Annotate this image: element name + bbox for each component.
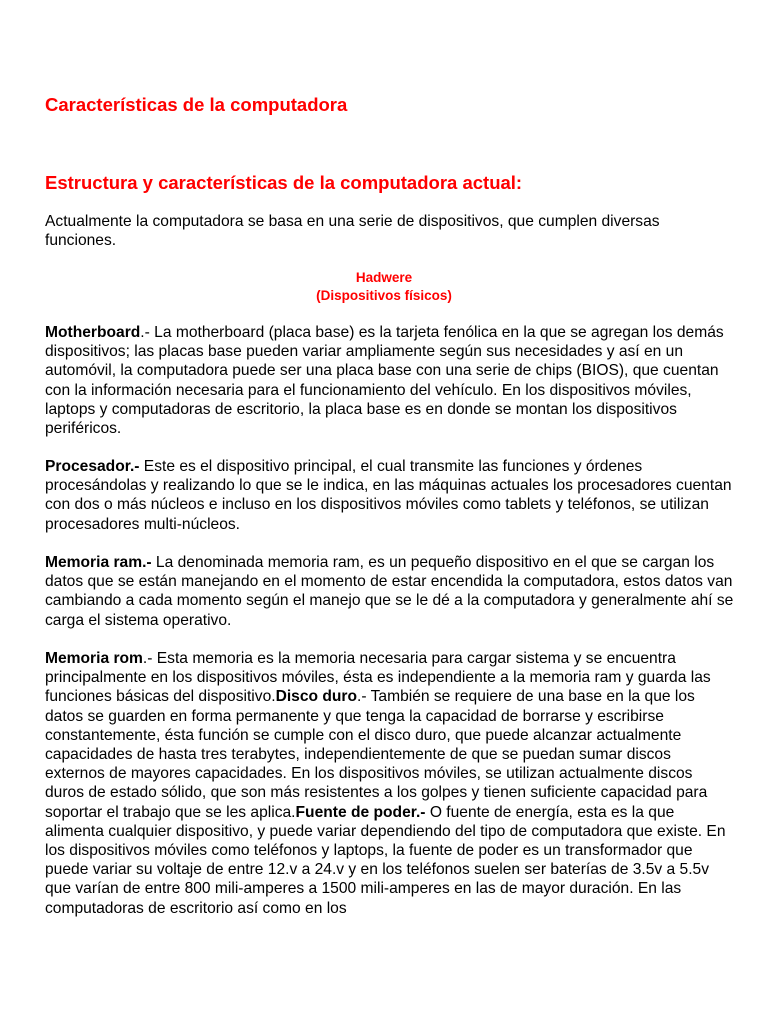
text-memoria-rom: .- Esta memoria es la memoria necesaria para cargar sistema y se encuentra principalmente en los dispositivos móviles, ésta es independiente a la memoria ram y guarda las funciones básicas del dispositivo.: [45, 650, 711, 706]
paragraph-motherboard: [45, 323, 735, 438]
paragraph-procesador: [45, 457, 735, 534]
text-procesador: Este es el dispositivo principal, el cual transmite las funciones y órdenes procesándolas y realizando lo que se le indica, en las máquinas actuales los procesadores cuentan con dos o más núcleos e incluso en los dispositivos móviles como tablets y teléfonos, se utilizan procesadores multi-núcleos.: [45, 458, 732, 533]
hardware-heading-line1: Hadwere: [355, 270, 413, 285]
page-title: Características de la computadora: [45, 94, 348, 115]
term-memoria-ram: Memoria ram.-: [45, 554, 152, 571]
intro-paragraph: Actualmente la computadora se basa en una serie de dispositivos, que cumplen diversas funciones.: [45, 213, 660, 249]
paragraph-memoria-rom: [45, 649, 735, 918]
hardware-heading-line2: (Dispositivos físicos): [316, 288, 452, 303]
term-fuente-de-poder: Fuente de poder.-: [295, 803, 426, 821]
term-disco-duro: Disco duro: [275, 688, 358, 706]
section-heading: Estructura y características de la computadora actual:: [45, 172, 523, 193]
text-memoria-ram: La denominada memoria ram, es un pequeño dispositivo en el que se cargan los datos que se están manejando en el momento de estar encendida la computadora, estos datos van cambiando a cada momento según el manejo que se le dé a la computadora y generalmente ahí se carga el sistema operativo.: [45, 554, 734, 629]
term-procesador: Procesador.-: [45, 458, 140, 475]
term-memoria-rom: Memoria rom: [45, 650, 143, 667]
text-motherboard: .- La motherboard (placa base) es la tarjeta fenólica en la que se agregan los demás dispositivos; las placas base pueden variar ampliamente según sus necesidades y así en un automóvil, la computadora puede ser una placa base con una serie de chips (BIOS), que cuentan con la información necesaria para el funcionamiento del vehículo. En los dispositivos móviles, laptops y computadoras de escritorio, la placa base es en donde se montan los dispositivos periféricos.: [45, 324, 724, 438]
term-motherboard: Motherboard: [45, 324, 141, 341]
text-disco-duro: .- También se requiere de una base en la que los datos se guarden en forma permanente y que tenga la capacidad de borrarse y escribirse constantemente, ésta función se cumple con el disco duro, que puede alcanzar actualmente capacidades de hasta tres terabytes, independientemente de que se puedan sumar discos externos de mayores capacidades. En los dispositivos móviles, se utilizan actualmente discos duros de estado sólido, que son más resistentes a los golpes y tienen suficiente capacidad para soportar el trabajo que se les aplica.: [45, 688, 708, 821]
hardware-heading: [0, 269, 768, 305]
text-fuente-de-poder: O fuente de energía, esta es la que alimenta cualquier dispositivo, y puede variar dependiendo del tipo de computadora que existe. En los dispositivos móviles como teléfonos y laptops, la fuente de poder es un transformador que puede variar su voltaje de entre 12.v a 24.v y en los teléfonos suelen ser baterías de 3.5v a 5.5v que varían de entre 800 mili-amperes a 1500 mili-amperes en las de mayor duración. En las computadoras de escritorio así como en los: [45, 803, 726, 917]
paragraph-memoria-ram: [45, 553, 735, 630]
